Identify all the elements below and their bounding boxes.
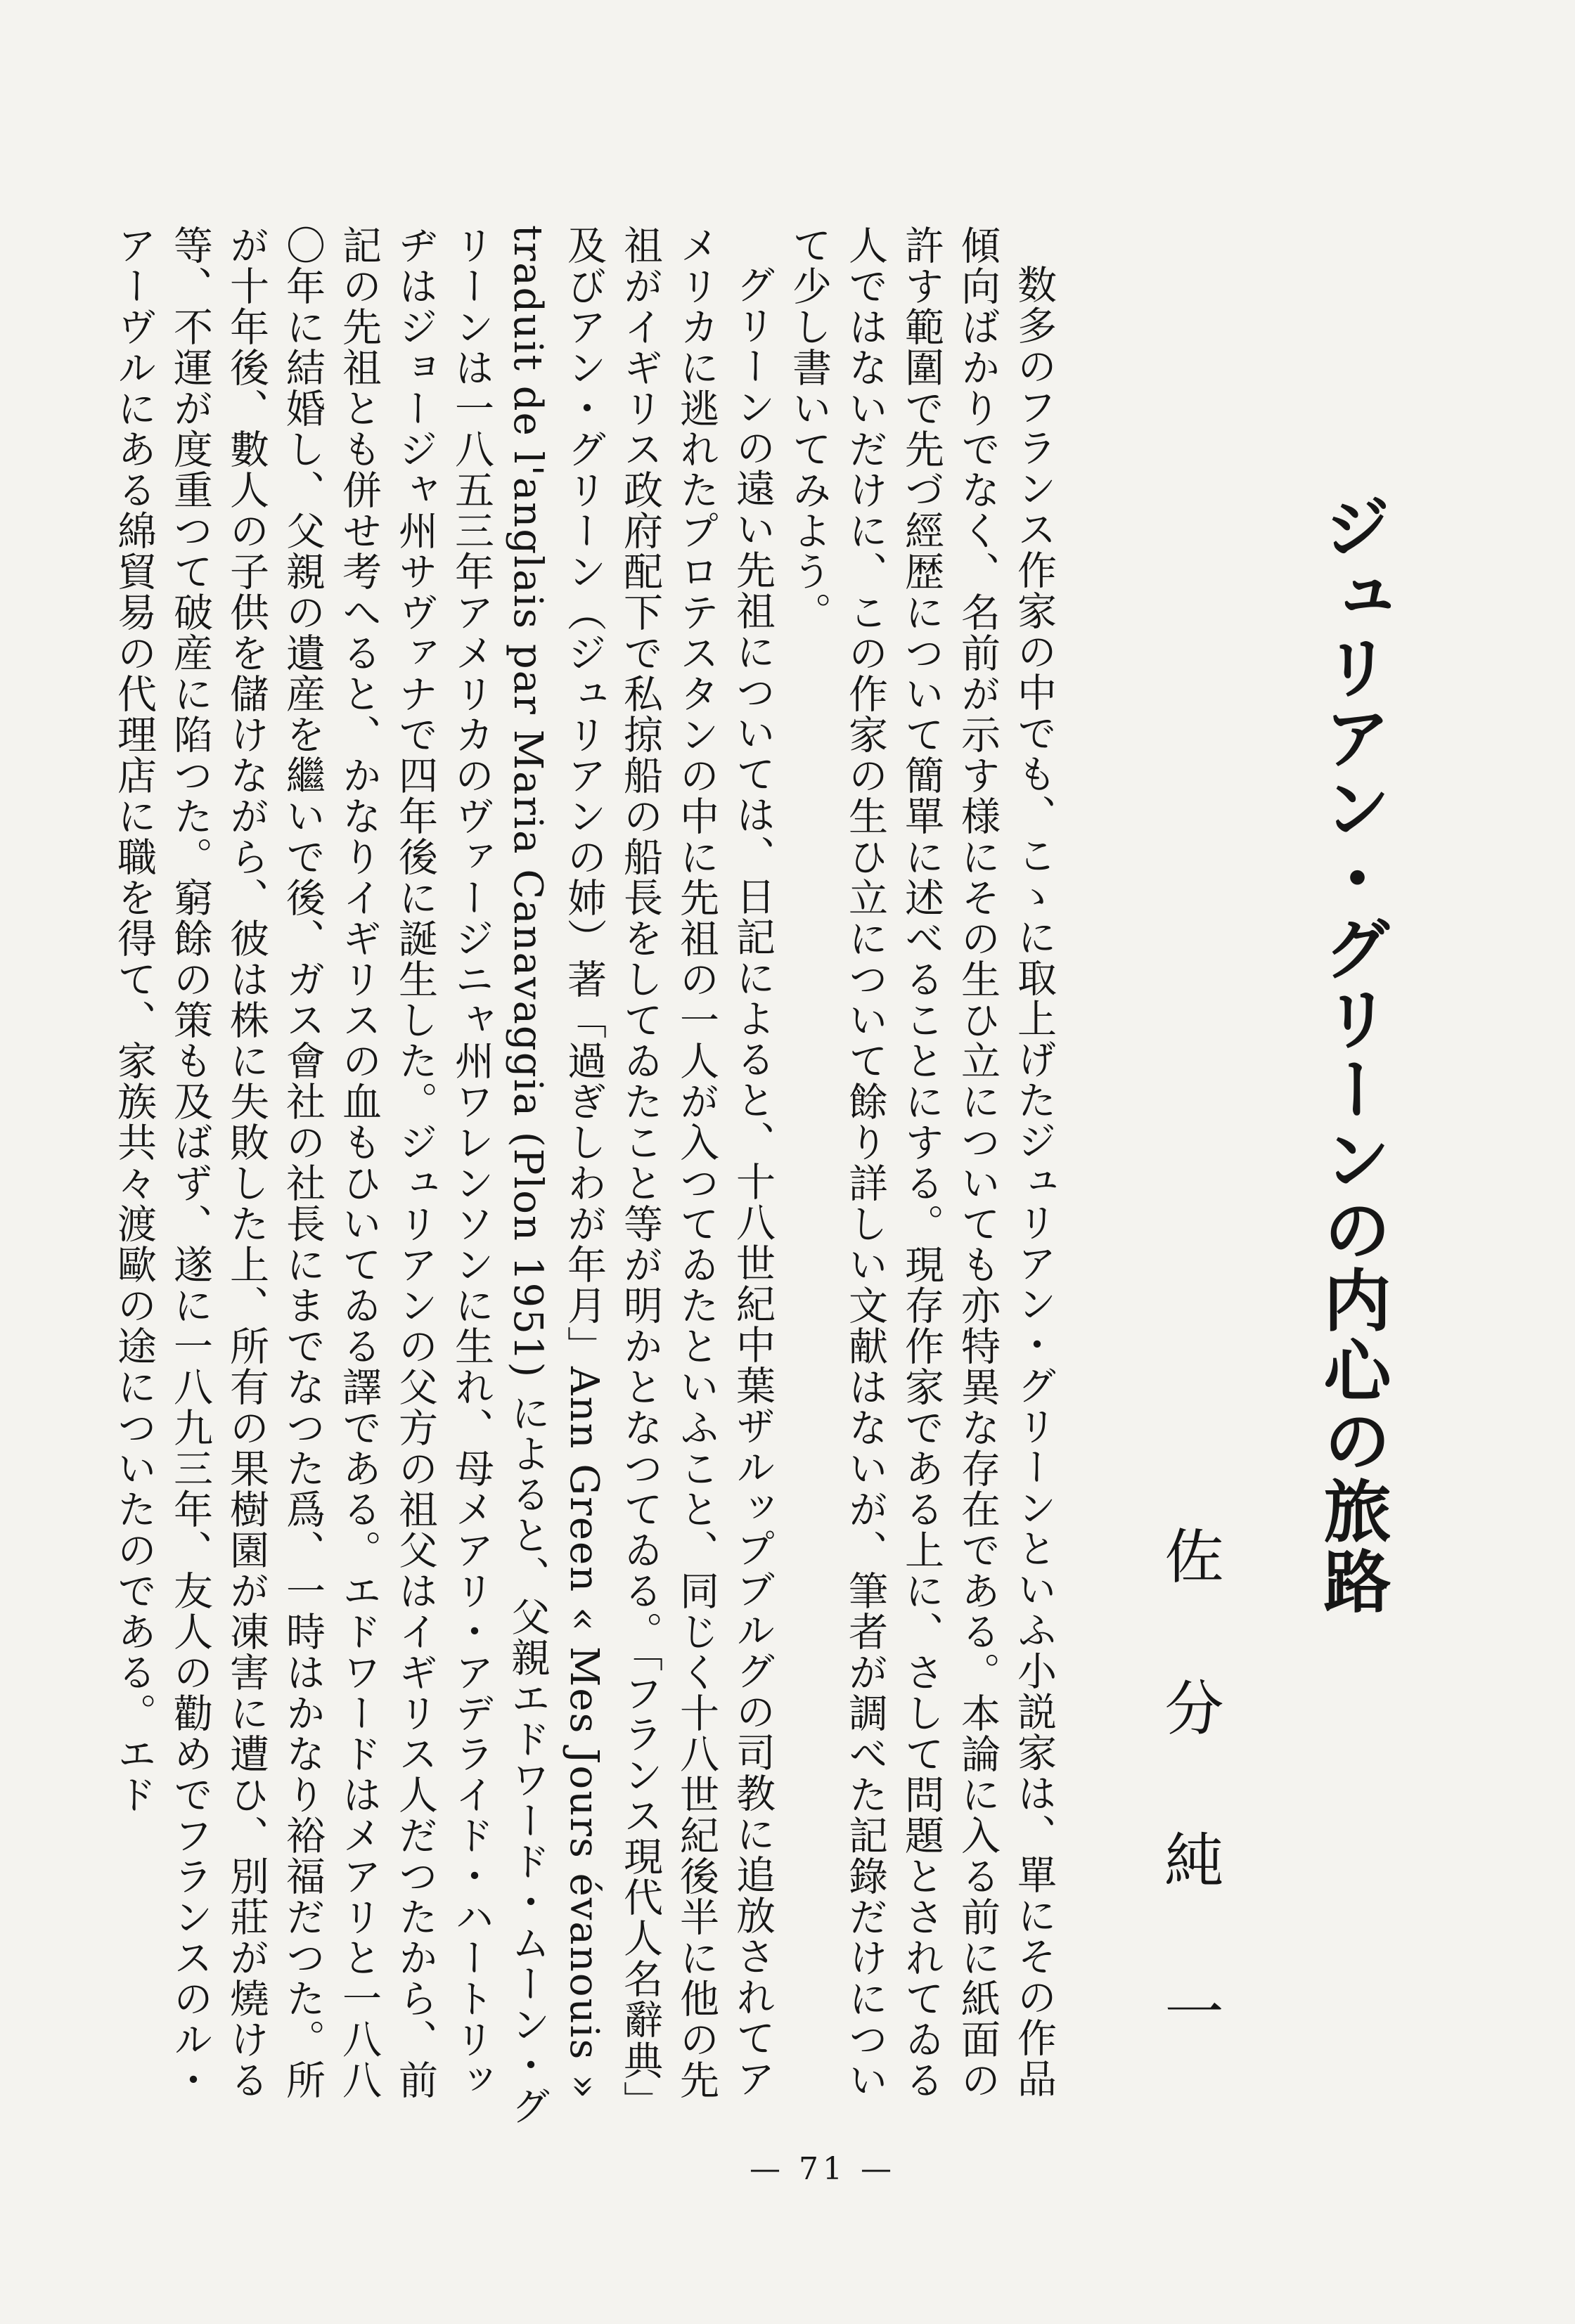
page-number: — 71 — [750,2151,896,2187]
paragraph: 数多のフランス作家の中でも、こゝに取上げたジュリアン・グリーンといふ小説家は、單にその作品傾向ばかりでなく、名前が示す様にその生ひ立についても亦特異な存在である。本論に入る前に紙面の許す範圍で先づ經歴について簡單に述べることにする。現存作家である上に、さして問題とされてゐる人ではないだけに、この作家の生ひ立について餘り詳しい文献はないが、筆者が調べた記錄だけについて少し書いてみよう。 [786,225,1057,2100]
article-title: ジュリアン・グリーンの内心の旅路 [1313,492,1391,1617]
paragraph: グリーンの遠い先祖については、日記によると、十八世紀中葉ザルップブルグの司教に追放されてアメリカに逃れたプロテスタンの中に先祖の一人が入つてゐたといふこと、同じく十八世紀後半に他の先祖がイギリス政府配下で私掠船の船長をしてゐたこと等が明かとなつてゐる。「フランス現代人名辭典」及びアン・グリーン（ジュリアンの姉）著「過ぎしわが年月」Ann Green « Mes Jours évanouis » traduit de l'anglais par Maria Canavaggia (Plon 1951) によると、父親エドワード・ムーン・グリーンは一八五三年アメリカのヴァージニャ州ワレンソンに生れ、母メアリ・アデライド・ハートリッヂはジョージャ州サヴァナで四年後に誕生した。ジュリアンの父方の祖父はイギリス人だつたから、前記の先祖とも併せ考へると、かなりイギリスの血もひいてゐる譯である。エドワードはメアリと一八八〇年に結婚し、父親の遺産を繼いで後、ガス會社の社長にまでなつた爲、一時はかなり裕福だつた。所が十年後、數人の子供を儲けながら、彼は株に失敗した上、所有の果樹園が凍害に遭ひ、別莊が燒ける等、不運が度重つて破産に陷つた。窮餘の策も及ばず、遂に一八九三年、友人の勸めでフランスのル・アーヴルにある綿貿易の代理店に職を得て、家族共々渡歐の途についたのである。エド [111,225,776,2127]
author-name: 佐分純一 [1155,1525,1224,2133]
article-body [111,225,1062,2130]
